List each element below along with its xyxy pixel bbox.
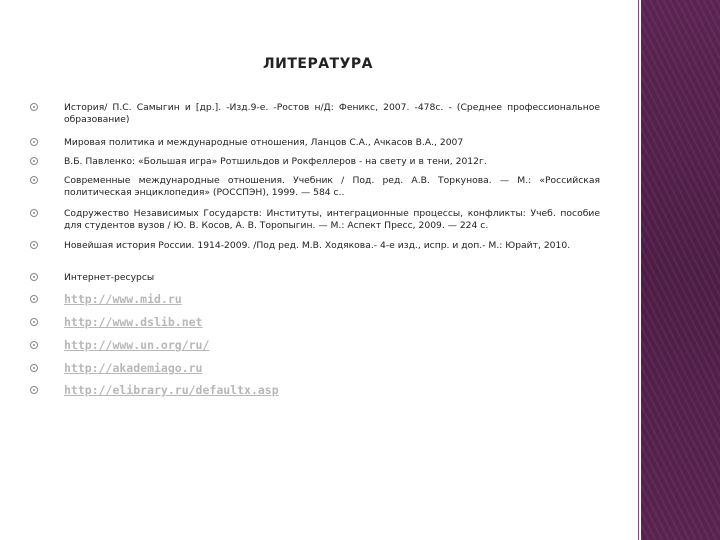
reference-text: Содружество Независимых Государств: Институты, интеграционные процессы, конфликты: Учеб. пособие для студентов вузов / Ю. В. Косов, А. В. Торопыгин. — М.: Аспект Пресс, 2009. — 224 с. bbox=[64, 208, 600, 231]
list-item-link bbox=[30, 292, 600, 306]
bullet-icon bbox=[30, 273, 38, 281]
decorative-side-panel bbox=[641, 0, 720, 540]
reference-text: Мировая политика и международные отношения, Ланцов С.А., Ачкасов В.А., 2007 bbox=[64, 137, 464, 148]
bullet-icon bbox=[30, 103, 38, 111]
bullet-icon bbox=[30, 157, 38, 165]
list-item bbox=[30, 208, 600, 232]
list-item-link bbox=[30, 315, 600, 329]
bullet-icon bbox=[30, 364, 38, 372]
divider-line bbox=[638, 0, 639, 540]
list-item bbox=[30, 137, 600, 149]
bullet-icon bbox=[30, 318, 38, 326]
list-item-link bbox=[30, 338, 600, 352]
list-item bbox=[30, 175, 600, 199]
resource-link[interactable]: http://www.dslib.net bbox=[64, 315, 203, 329]
list-item-link bbox=[30, 361, 600, 375]
resource-link[interactable]: http://elibrary.ru/defaultx.asp bbox=[64, 383, 279, 397]
list-item bbox=[30, 156, 600, 168]
reference-text: Интернет-ресурсы bbox=[64, 272, 155, 283]
bullet-icon bbox=[30, 295, 38, 303]
list-item bbox=[30, 240, 600, 252]
reference-text: Новейшая история России. 1914-2009. /Под ред. М.В. Ходякова.- 4-е изд., испр. и доп.- М.: Юрайт, 2010. bbox=[64, 240, 571, 251]
bullet-icon bbox=[30, 138, 38, 146]
bullet-icon bbox=[30, 176, 38, 184]
resource-link[interactable]: http://www.un.org/ru/ bbox=[64, 338, 210, 352]
bullet-icon bbox=[30, 386, 38, 394]
resource-link[interactable]: http://www.mid.ru bbox=[64, 292, 182, 306]
resource-link[interactable]: http://akademiago.ru bbox=[64, 361, 203, 375]
bullet-icon bbox=[30, 341, 38, 349]
list-item bbox=[30, 102, 600, 126]
bullet-icon bbox=[30, 241, 38, 249]
page-title: ЛИТЕРАТУРА bbox=[263, 56, 373, 72]
list-item bbox=[30, 272, 600, 284]
reference-text: История/ П.С. Самыгин и [др.]. -Изд.9-е. -Ростов н/Д: Феникс, 2007. -478с. - (Среднее профессиональное образование) bbox=[64, 102, 600, 125]
bullet-icon bbox=[30, 209, 38, 217]
reference-text: В.Б. Павленко: «Большая игра» Ротшильдов и Рокфеллеров - на свету и в тени, 2012г. bbox=[64, 156, 487, 167]
reference-text: Современные международные отношения. Учебник / Под. ред. А.В. Торкунова. — М.: «Российская политическая энциклопедия» (РОССПЭН), 1999. — 584 с.. bbox=[64, 175, 600, 198]
list-item-link bbox=[30, 383, 600, 397]
